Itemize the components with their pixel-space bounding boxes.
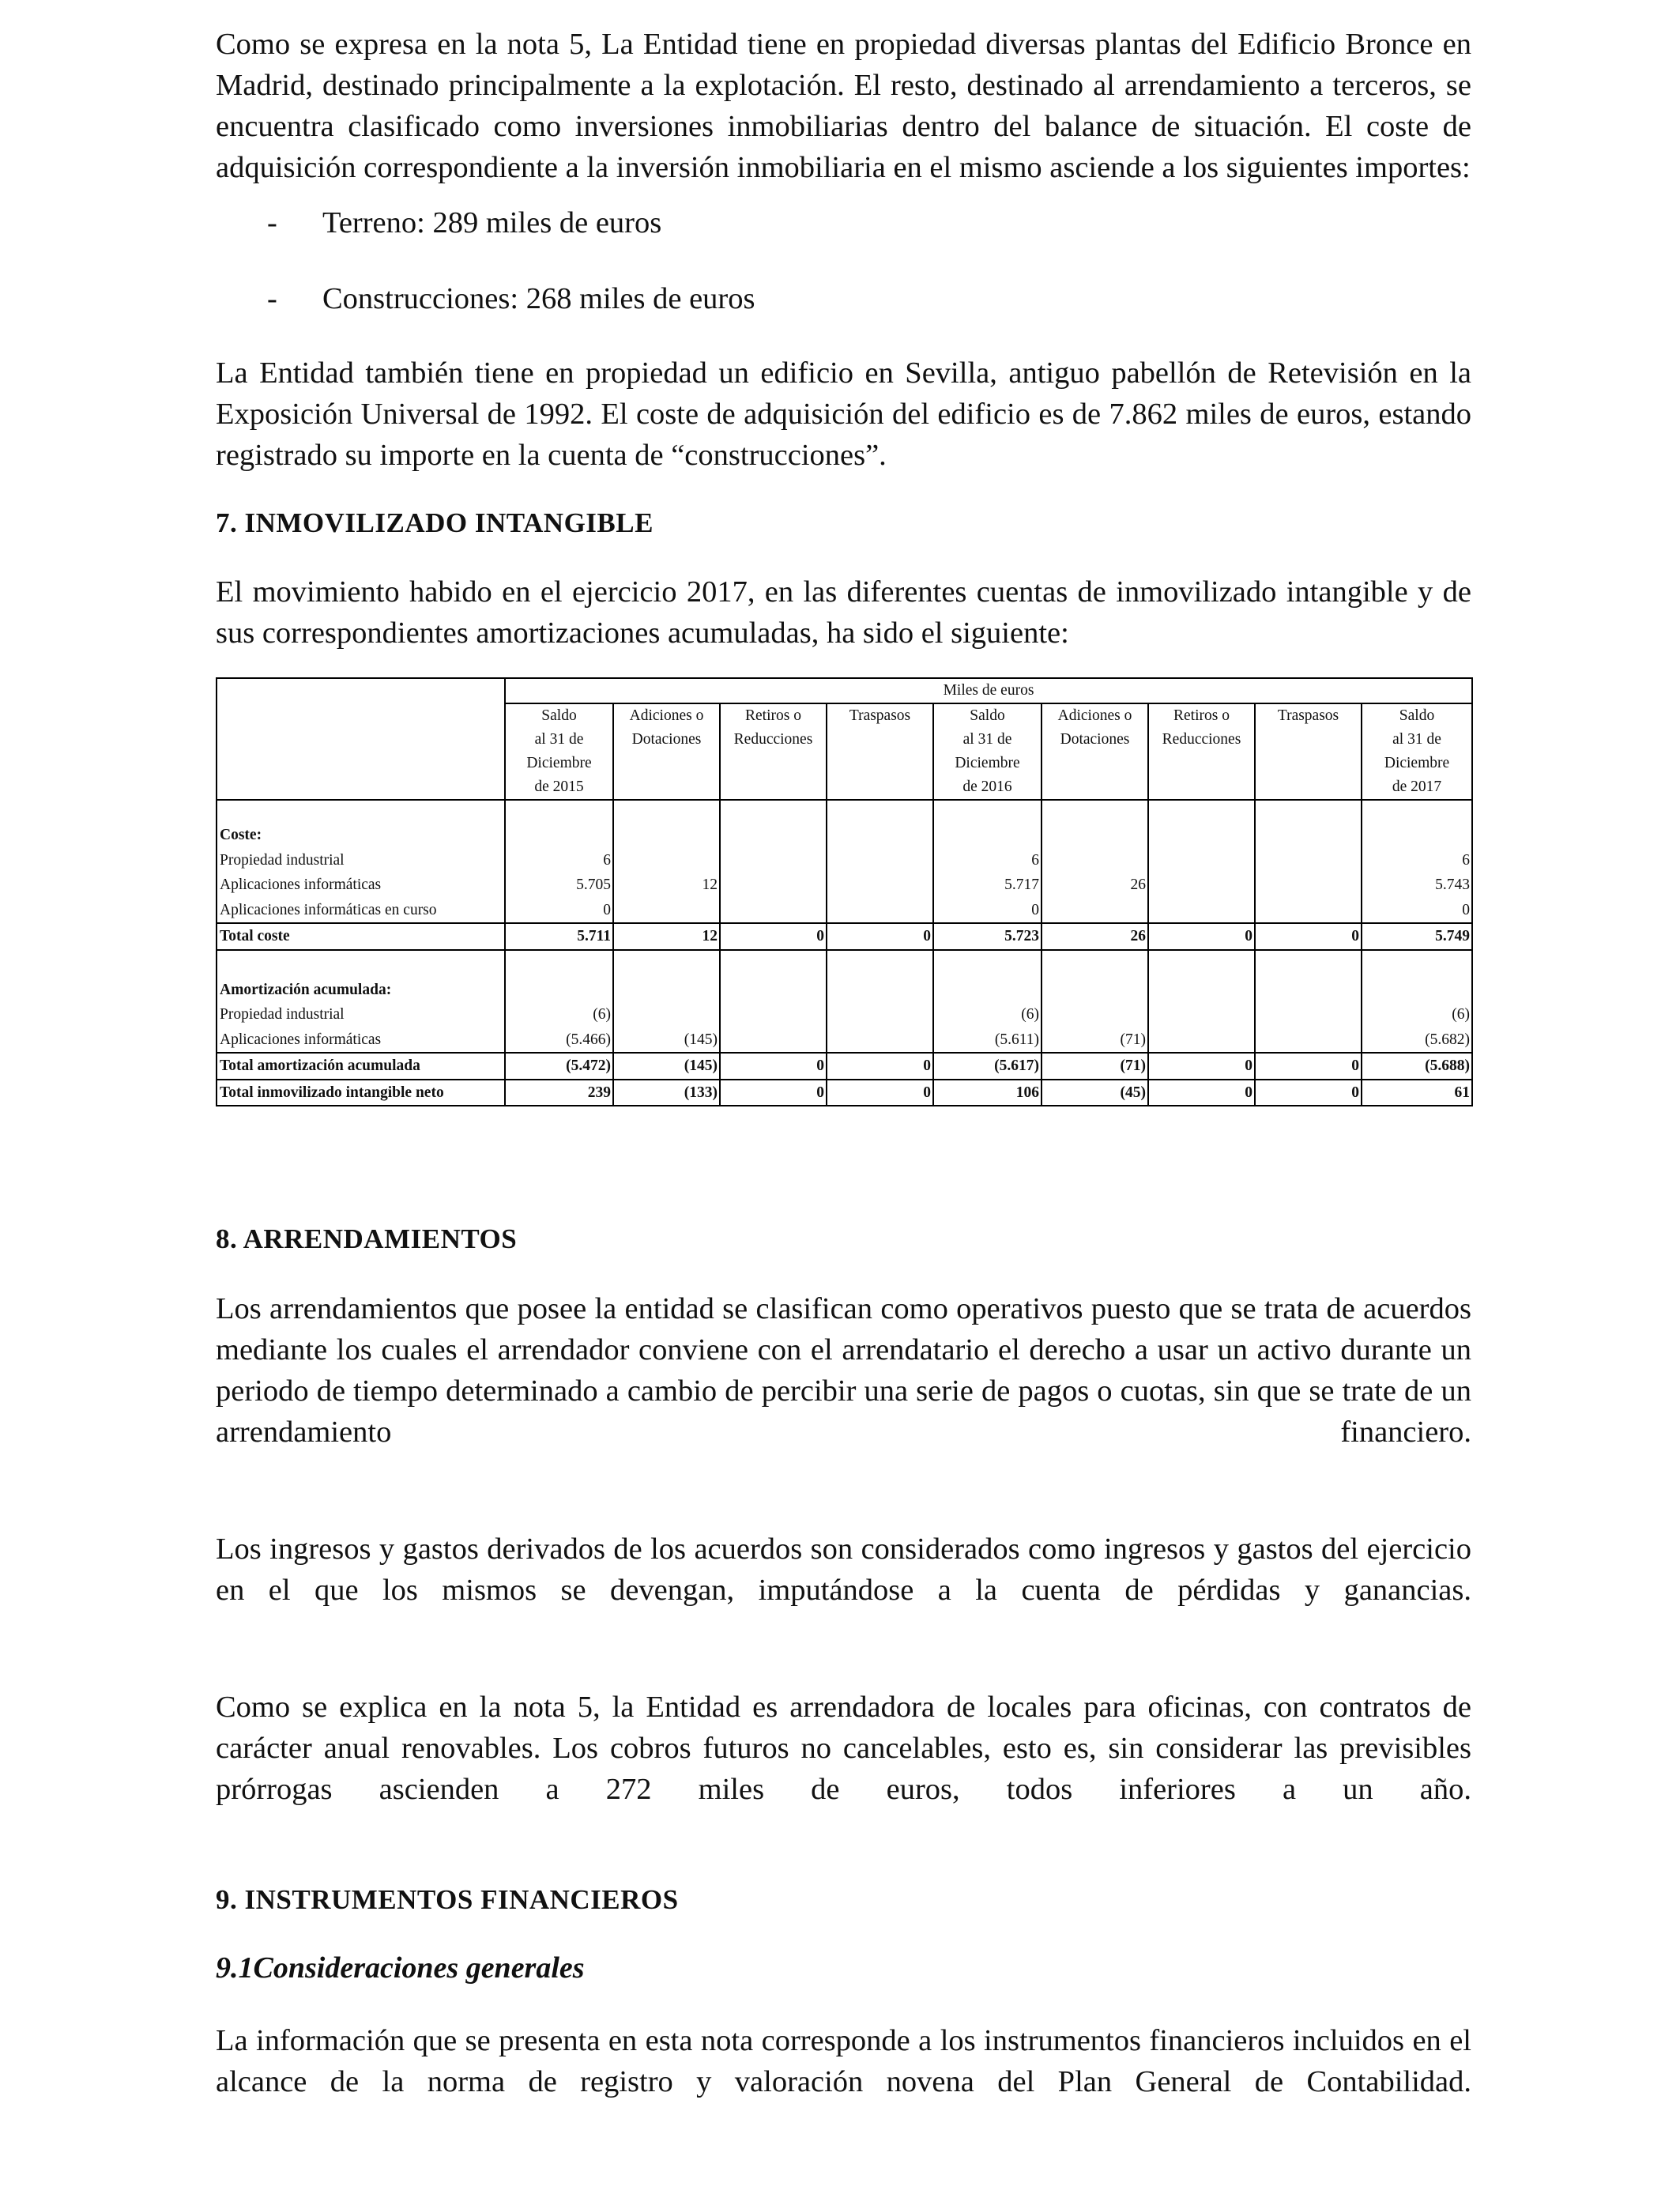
amortizacion-total-row (217, 1053, 1472, 1080)
value-cell: 106 (933, 1080, 1042, 1106)
section-7-heading: 7. INMOVILIZADO INTANGIBLE (216, 507, 654, 538)
empty-cell (613, 823, 720, 848)
value-cell: 0 (720, 923, 827, 950)
empty-cell (1042, 978, 1148, 1003)
column-header-line: Diciembre (955, 755, 1020, 771)
spacer-cell (1362, 800, 1472, 823)
spacer-cell (217, 950, 505, 978)
row-label: Total inmovilizado intangible neto (217, 1080, 505, 1106)
section-9-1-subheading: 9.1Consideraciones generales (216, 1951, 585, 1985)
column-header-line: Reducciones (733, 731, 813, 748)
cost-bullet-list (216, 202, 1471, 319)
value-cell: (5.472) (505, 1053, 613, 1080)
value-cell (1042, 1002, 1148, 1027)
spacer-cell (613, 950, 720, 978)
value-cell (827, 898, 933, 924)
value-cell (1042, 898, 1148, 924)
column-header-line: Diciembre (526, 755, 592, 771)
value-cell: 5.711 (505, 923, 613, 950)
column-header-line: de 2017 (1392, 778, 1442, 795)
value-cell (1148, 848, 1255, 873)
empty-cell (1255, 978, 1362, 1003)
value-cell: (45) (1042, 1080, 1148, 1106)
value-cell (827, 848, 933, 873)
section-9-paragraph: La información que se presenta en esta nota corresponde a los instrumentos financieros incluidos en el alcance de la norma de registro y valoración novena del Plan General de Contabilidad. (216, 2024, 1471, 2098)
value-cell: (133) (613, 1080, 720, 1106)
value-cell (827, 1027, 933, 1054)
column-header-line: Adiciones o (1057, 707, 1132, 724)
table-header-label-cell (217, 703, 505, 800)
column-header-line: Diciembre (1384, 755, 1450, 771)
value-cell (720, 1027, 827, 1054)
row-label: Total coste (217, 923, 505, 950)
row-label: Aplicaciones informáticas en curso (217, 898, 505, 924)
column-header-line: al 31 de (534, 731, 584, 748)
empty-cell (1362, 823, 1472, 848)
value-cell: 0 (505, 898, 613, 924)
section-7-paragraph: El movimiento habido en el ejercicio 2017, en las diferentes cuentas de inmovilizado intangible y de sus correspondientes amortizaciones acumuladas, ha sido el siguiente: (216, 575, 1471, 650)
value-cell: 0 (1255, 923, 1362, 950)
value-cell: 0 (1148, 1080, 1255, 1106)
value-cell: 0 (1255, 1080, 1362, 1106)
empty-cell (933, 978, 1042, 1003)
value-cell (613, 848, 720, 873)
column-header-6 (1148, 703, 1255, 800)
bullet-construcciones: - Construcciones: 268 miles de euros (267, 282, 755, 315)
value-cell: 12 (613, 923, 720, 950)
value-cell: 0 (1148, 923, 1255, 950)
value-cell (613, 898, 720, 924)
value-cell (720, 873, 827, 898)
section-9-heading: 9. INSTRUMENTOS FINANCIEROS (216, 1884, 679, 1915)
column-header-line: Traspasos (849, 707, 911, 724)
value-cell: 0 (827, 923, 933, 950)
value-cell: (5.688) (1362, 1053, 1472, 1080)
value-cell (1148, 1027, 1255, 1054)
row-label: Aplicaciones informáticas (217, 1027, 505, 1054)
value-cell (827, 873, 933, 898)
column-header-line: Adiciones o (629, 707, 704, 724)
section-8-paragraph-1: Los arrendamientos que posee la entidad se clasifican como operativos puesto que se trata de acuerdos mediante los cuales el arrendador conviene con el arrendatario el derecho a usar un activo durante un periodo de tiempo determinado a cambio de percibir una serie de pagos o cuotas, sin que se trate de un arrendamiento financiero. (216, 1292, 1471, 1449)
spacer-cell (1148, 800, 1255, 823)
coste-row (217, 873, 1472, 898)
column-header-1 (613, 703, 720, 800)
value-cell: (5.617) (933, 1053, 1042, 1080)
spacer-cell (933, 800, 1042, 823)
bullet-terreno: - Terreno: 289 miles de euros (267, 206, 662, 239)
value-cell (1255, 898, 1362, 924)
column-header-3 (827, 703, 933, 800)
section-8-heading: 8. ARRENDAMIENTOS (216, 1223, 518, 1254)
column-header-line: Dotaciones (631, 731, 702, 748)
value-cell: (6) (1362, 1002, 1472, 1027)
table-column-header-row (217, 703, 1472, 800)
value-cell (827, 1002, 933, 1027)
spacer-cell (505, 800, 613, 823)
empty-cell (1042, 823, 1148, 848)
value-cell: 0 (720, 1053, 827, 1080)
column-header-0 (505, 703, 613, 800)
value-cell (1255, 848, 1362, 873)
value-cell (1148, 873, 1255, 898)
value-cell: (5.611) (933, 1027, 1042, 1054)
column-header-line: de 2016 (962, 778, 1012, 795)
spacer-cell (720, 950, 827, 978)
value-cell: 0 (827, 1080, 933, 1106)
section-8-paragraph-2: Los ingresos y gastos derivados de los acuerdos son considerados como ingresos y gastos del ejercicio en el que los mismos se devengan, imputándose a la cuenta de pérdidas y ganancias. (216, 1532, 1471, 1607)
value-cell: 0 (933, 898, 1042, 924)
value-cell: 5.723 (933, 923, 1042, 950)
coste-title-row-label: Coste: (217, 823, 505, 848)
value-cell: 5.717 (933, 873, 1042, 898)
empty-cell (505, 823, 613, 848)
value-cell: (145) (613, 1053, 720, 1080)
row-label: Propiedad industrial (217, 848, 505, 873)
column-header-line: Reducciones (1162, 731, 1241, 748)
column-header-line: al 31 de (1392, 731, 1441, 748)
value-cell: 5.743 (1362, 873, 1472, 898)
coste-title-row (217, 823, 1472, 848)
value-cell: 0 (1362, 898, 1472, 924)
empty-cell (1148, 823, 1255, 848)
column-header-line: Traspasos (1277, 707, 1339, 724)
value-cell: 239 (505, 1080, 613, 1106)
table-spacer-row (217, 800, 1472, 823)
empty-cell (720, 823, 827, 848)
value-cell: 6 (1362, 848, 1472, 873)
document-page (216, 17, 1471, 2143)
spacer-cell (613, 800, 720, 823)
empty-cell (720, 978, 827, 1003)
spacer-cell (720, 800, 827, 823)
value-cell (1042, 848, 1148, 873)
empty-cell (613, 978, 720, 1003)
empty-cell (505, 978, 613, 1003)
column-header-line: Saldo (970, 707, 1005, 724)
column-header-5 (1042, 703, 1148, 800)
spacer-cell (1255, 800, 1362, 823)
row-label: Propiedad industrial (217, 1002, 505, 1027)
value-cell: 0 (1148, 1053, 1255, 1080)
column-header-line: Dotaciones (1060, 731, 1130, 748)
intangible-assets-table (216, 677, 1473, 1106)
value-cell: 5.705 (505, 873, 613, 898)
amortizacion-title-row-label: Amortización acumulada: (217, 978, 505, 1003)
amortizacion-row (217, 1027, 1472, 1054)
column-header-2 (720, 703, 827, 800)
value-cell: (145) (613, 1027, 720, 1054)
value-cell: 26 (1042, 923, 1148, 950)
column-header-line: Saldo (541, 707, 577, 724)
value-cell (720, 1002, 827, 1027)
value-cell: (71) (1042, 1053, 1148, 1080)
empty-cell (1362, 978, 1472, 1003)
coste-total-row (217, 923, 1472, 950)
value-cell (720, 898, 827, 924)
value-cell: 0 (827, 1053, 933, 1080)
column-header-line: de 2015 (534, 778, 584, 795)
empty-cell (827, 823, 933, 848)
value-cell: 6 (505, 848, 613, 873)
row-label: Aplicaciones informáticas (217, 873, 505, 898)
coste-row (217, 898, 1472, 924)
empty-cell (1148, 978, 1255, 1003)
column-header-line: Retiros o (745, 707, 801, 724)
spacer-cell (1148, 950, 1255, 978)
column-header-line: Saldo (1399, 707, 1435, 724)
value-cell: 5.749 (1362, 923, 1472, 950)
value-cell: (5.466) (505, 1027, 613, 1054)
value-cell: 26 (1042, 873, 1148, 898)
column-header-4 (933, 703, 1042, 800)
value-cell: 12 (613, 873, 720, 898)
spacer-cell (1362, 950, 1472, 978)
amortizacion-title-row (217, 978, 1472, 1003)
column-header-line: al 31 de (962, 731, 1012, 748)
section-8-paragraph-3: Como se explica en la nota 5, la Entidad es arrendadora de locales para oficinas, con contratos de carácter anual renovables. Los cobros futuros no cancelables, esto es, sin considerar las previsibles prórrogas ascienden a 272 miles de euros, todos inferiores a un año. (216, 1691, 1471, 1806)
spacer-cell (827, 800, 933, 823)
spacer-cell (827, 950, 933, 978)
value-cell: 0 (1255, 1053, 1362, 1080)
intro-paragraph-1: Como se expresa en la nota 5, La Entidad tiene en propiedad diversas plantas del Edificio Bronce en Madrid, destinado principalmente a la explotación. El resto, destinado al arrendamiento a terceros, se encuentra clasificado como inversiones inmobiliarias dentro del balance de situación. El coste de adquisición correspondiente a la inversión inmobiliaria en el mismo asciende a los siguientes importes: (216, 28, 1471, 184)
neto-total-row (217, 1080, 1472, 1106)
row-label: Total amortización acumulada (217, 1053, 505, 1080)
value-cell (1148, 898, 1255, 924)
spacer-cell (1042, 950, 1148, 978)
spacer-cell (1042, 800, 1148, 823)
table-super-header-row (217, 678, 1472, 703)
column-header-line: Retiros o (1173, 707, 1230, 724)
empty-cell (1255, 823, 1362, 848)
value-cell (1255, 1002, 1362, 1027)
value-cell (720, 848, 827, 873)
amortizacion-row (217, 1002, 1472, 1027)
empty-cell (827, 978, 933, 1003)
value-cell: 61 (1362, 1080, 1472, 1106)
spacer-cell (933, 950, 1042, 978)
table-spacer-row (217, 950, 1472, 978)
value-cell: 6 (933, 848, 1042, 873)
value-cell (1255, 1027, 1362, 1054)
value-cell: (6) (505, 1002, 613, 1027)
value-cell: (5.682) (1362, 1027, 1472, 1054)
intro-paragraph-2: La Entidad también tiene en propiedad un edificio en Sevilla, antiguo pabellón de Retevisión en la Exposición Universal de 1992. El coste de adquisición del edificio es de 7.862 miles de euros, estando registrado su importe en la cuenta de “construcciones”. (216, 356, 1471, 472)
value-cell (613, 1002, 720, 1027)
spacer-cell (217, 800, 505, 823)
coste-row (217, 848, 1472, 873)
value-cell (1148, 1002, 1255, 1027)
value-cell: (71) (1042, 1027, 1148, 1054)
column-header-7 (1255, 703, 1362, 800)
empty-cell (933, 823, 1042, 848)
value-cell: 0 (720, 1080, 827, 1106)
miles-de-euros-header: Miles de euros (505, 678, 1472, 703)
value-cell: (6) (933, 1002, 1042, 1027)
spacer-cell (1255, 950, 1362, 978)
spacer-cell (505, 950, 613, 978)
column-header-8 (1362, 703, 1472, 800)
value-cell (1255, 873, 1362, 898)
